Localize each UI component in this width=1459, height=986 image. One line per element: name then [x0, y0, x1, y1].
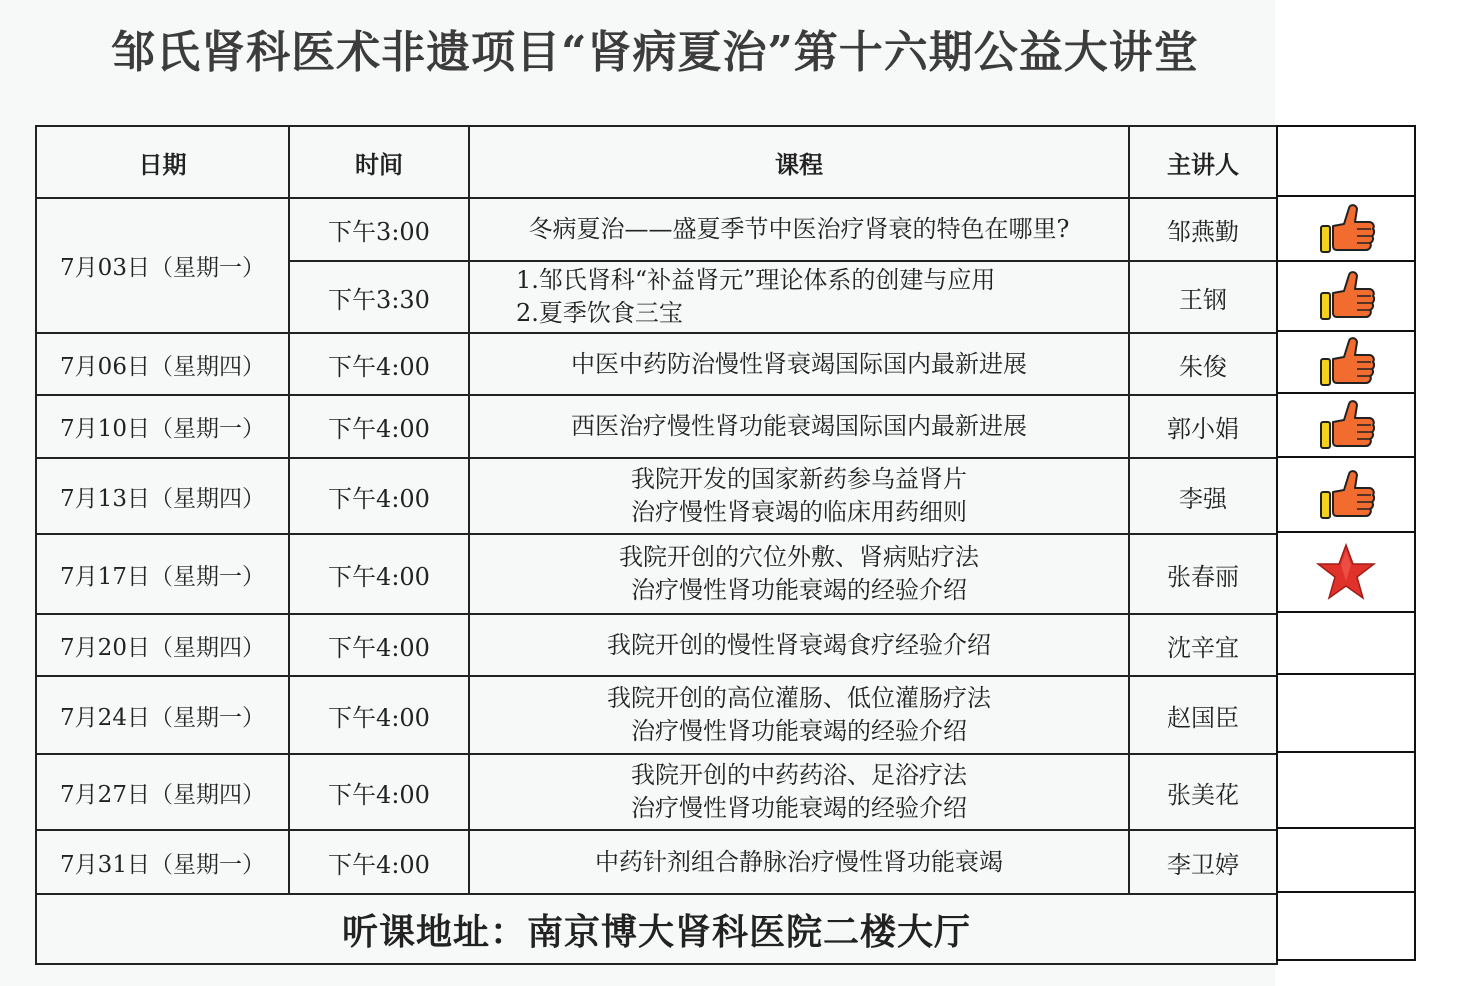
table-row [36, 676, 1277, 754]
time-cell: 下午4:00 [289, 676, 469, 754]
speaker-cell: 朱俊 [1129, 333, 1277, 395]
date-cell: 7月03日（星期一） [36, 198, 289, 333]
course-cell [469, 261, 1129, 333]
course-cell [469, 676, 1129, 754]
mark-cell [1277, 331, 1415, 393]
thumbs-up-icon [1317, 335, 1375, 389]
course-line: 我院开创的穴位外敷、肾病贴疗法 [619, 543, 979, 571]
table-row [36, 395, 1277, 458]
course-line: 治疗慢性肾功能衰竭的经验介绍 [631, 794, 967, 822]
mark-cell [1277, 196, 1415, 261]
mark-cell-header [1277, 126, 1415, 196]
date-cell: 7月13日（星期四） [36, 458, 289, 534]
date-cell: 7月24日（星期一） [36, 676, 289, 754]
time-cell: 下午4:00 [289, 754, 469, 830]
time-cell: 下午4:00 [289, 333, 469, 395]
course-cell [469, 754, 1129, 830]
table-row [36, 534, 1277, 614]
course-line: 中医中药防治慢性肾衰竭国际国内最新进展 [571, 349, 1027, 378]
mark-cell [1277, 828, 1415, 892]
course-line: 我院开创的高位灌肠、低位灌肠疗法 [607, 684, 991, 712]
course-cell [469, 333, 1129, 395]
speaker-cell: 张美花 [1129, 754, 1277, 830]
mark-cell [1277, 393, 1415, 457]
course-cell [469, 534, 1129, 614]
date-cell: 7月31日（星期一） [36, 830, 289, 894]
footer-row [36, 894, 1277, 964]
time-cell: 下午3:00 [289, 198, 469, 261]
speaker-cell: 李卫婷 [1129, 830, 1277, 894]
page-title: 邹氏肾科医术非遗项目“肾病夏治”第十六期公益大讲堂 [111, 27, 1199, 78]
mark-cell [1277, 674, 1415, 752]
course-cell [469, 458, 1129, 534]
time-cell: 下午4:00 [289, 614, 469, 676]
date-cell: 7月06日（星期四） [36, 333, 289, 395]
speaker-cell: 沈辛宜 [1129, 614, 1277, 676]
schedule-table [35, 125, 1278, 965]
mark-cell [1277, 261, 1415, 331]
star-icon [1316, 543, 1376, 601]
thumbs-up-icon [1317, 202, 1375, 256]
venue-address: 听课地址：南京博大肾科医院二楼大厅 [36, 894, 1277, 964]
thumbs-up-icon [1317, 468, 1375, 522]
date-cell: 7月20日（星期四） [36, 614, 289, 676]
course-line: 治疗慢性肾衰竭的临床用药细则 [631, 498, 967, 526]
course-line: 冬病夏治——盛夏季节中医治疗肾衰的特色在哪里? [528, 215, 1070, 243]
table-row [36, 333, 1277, 395]
course-cell [469, 198, 1129, 261]
header-date: 日期 [36, 126, 289, 198]
speaker-cell: 李强 [1129, 458, 1277, 534]
thumbs-up-icon [1317, 398, 1375, 452]
course-cell [469, 395, 1129, 458]
mark-cell [1277, 752, 1415, 828]
header-time: 时间 [289, 126, 469, 198]
time-cell: 下午4:00 [289, 395, 469, 458]
time-cell: 下午3:30 [289, 261, 469, 333]
marks-column [1276, 125, 1416, 961]
table-row [36, 198, 1277, 261]
thumbs-up-icon [1317, 269, 1375, 323]
mark-cell [1277, 612, 1415, 674]
course-line: 我院开创的慢性肾衰竭食疗经验介绍 [607, 630, 991, 659]
course-cell [469, 614, 1129, 676]
speaker-cell: 赵国臣 [1129, 676, 1277, 754]
course-line: 治疗慢性肾功能衰竭的经验介绍 [631, 576, 967, 604]
mark-cell-footer [1277, 892, 1415, 960]
date-cell: 7月27日（星期四） [36, 754, 289, 830]
course-line: 我院开创的中药药浴、足浴疗法 [631, 761, 967, 789]
time-cell: 下午4:00 [289, 534, 469, 614]
mark-cell [1277, 532, 1415, 612]
speaker-cell: 邹燕勤 [1129, 198, 1277, 261]
course-line: 我院开发的国家新药参乌益肾片 [631, 465, 967, 493]
table-row [36, 830, 1277, 894]
table-row [36, 614, 1277, 676]
course-line: 1.邹氏肾科“补益肾元”理论体系的创建与应用 [516, 266, 996, 294]
header-speaker: 主讲人 [1129, 126, 1277, 198]
speaker-cell: 张春丽 [1129, 534, 1277, 614]
course-line: 治疗慢性肾功能衰竭的经验介绍 [631, 717, 967, 745]
header-row [36, 126, 1277, 198]
course-line: 2.夏季饮食三宝 [516, 299, 683, 327]
header-course: 课程 [469, 126, 1129, 198]
date-cell: 7月10日（星期一） [36, 395, 289, 458]
mark-cell [1277, 457, 1415, 532]
course-line: 中药针剂组合静脉治疗慢性肾功能衰竭 [595, 847, 1003, 876]
time-cell: 下午4:00 [289, 830, 469, 894]
time-cell: 下午4:00 [289, 458, 469, 534]
speaker-cell: 郭小娟 [1129, 395, 1277, 458]
table-row [36, 754, 1277, 830]
speaker-cell: 王钢 [1129, 261, 1277, 333]
course-cell [469, 830, 1129, 894]
course-line: 西医治疗慢性肾功能衰竭国际国内最新进展 [571, 412, 1027, 440]
date-cell: 7月17日（星期一） [36, 534, 289, 614]
table-row [36, 458, 1277, 534]
